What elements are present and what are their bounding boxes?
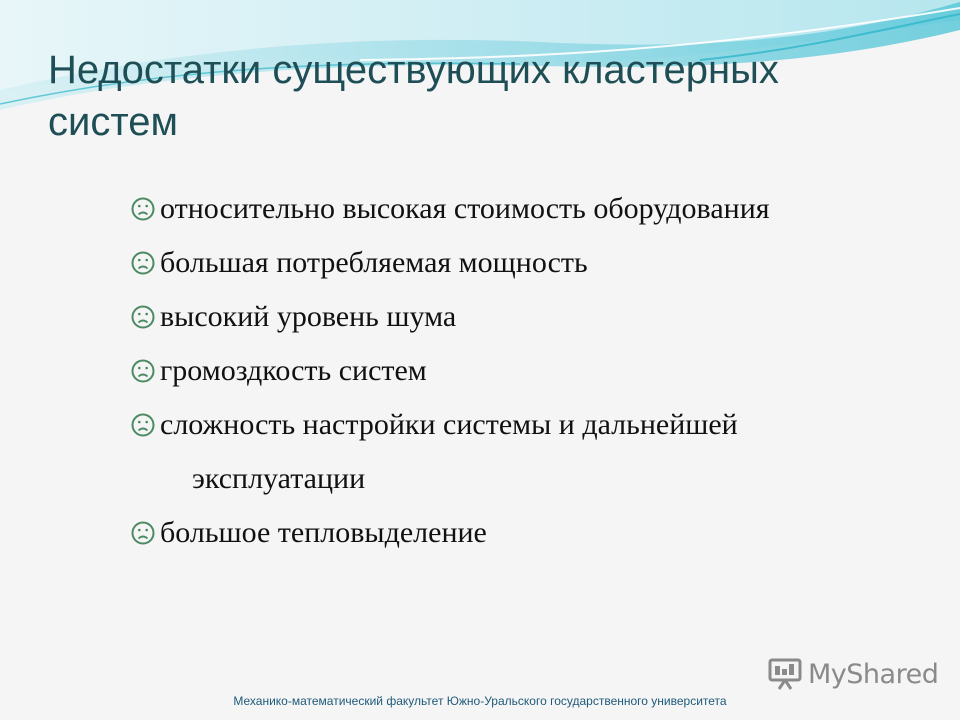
sad-face-icon [130, 304, 156, 330]
bullet-text: большая потребляемая мощность [160, 246, 588, 279]
bullet-text: высокий уровень шума [160, 300, 457, 333]
bullet-item [130, 506, 950, 560]
bullet-text: относительно высокая стоимость оборудования [160, 192, 770, 225]
bullet-item [130, 182, 950, 236]
bullet-item [130, 344, 950, 398]
sad-face-icon [130, 520, 156, 546]
footer-text: Механико-математический факультет Южно-Уральского государственного университета [233, 694, 727, 708]
bullet-item [130, 290, 950, 344]
sad-face-icon [130, 196, 156, 222]
sad-face-icon [130, 412, 156, 438]
bullet-text-continuation: эксплуатации [192, 462, 366, 495]
bullet-item [130, 236, 950, 290]
bullet-item [130, 398, 950, 506]
watermark-text: MyShared [808, 658, 939, 690]
bullet-list [130, 182, 950, 560]
bullet-text: сложность настройки системы и дальнейшей [160, 408, 738, 441]
bullet-text: большое тепловыделение [160, 516, 487, 549]
sad-face-icon [130, 358, 156, 384]
slide-title: Недостатки существующих кластерных систем [48, 48, 779, 144]
bullet-text: громоздкость систем [160, 354, 427, 387]
watermark-logo [768, 656, 938, 692]
sad-face-icon [130, 250, 156, 276]
presentation-board-icon [768, 658, 802, 690]
